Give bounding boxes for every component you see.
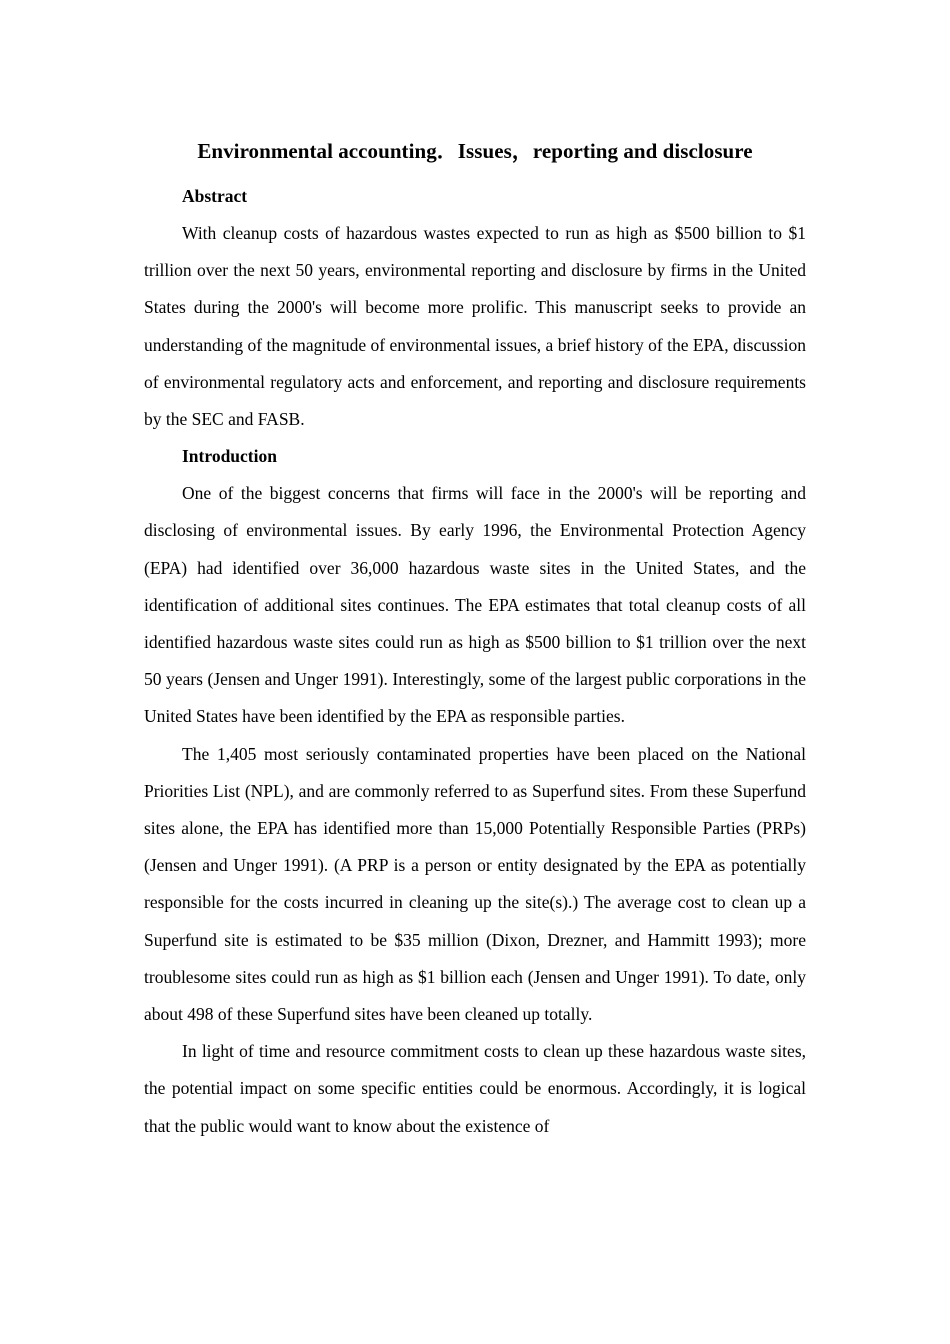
document-body [144,136,806,1145]
abstract-paragraph: With cleanup costs of hazardous wastes expected to run as high as $500 billion to $1 trillion over the next 50 years, environmental reporting and disclosure by firms in the United States during the 2000's will become more prolific. This manuscript seeks to provide an understanding of the magnitude of environmental issues, a brief history of the EPA, discussion of environmental regulatory acts and enforcement, and reporting and disclosure requirements by the SEC and FASB. [144,223,806,430]
document-title: Environmental accounting．Issues，reporting and disclosure [197,139,753,163]
introduction-heading: Introduction [182,446,277,467]
abstract-heading: Abstract [182,186,248,206]
introduction-paragraph-2: The 1,405 most seriously contaminated properties have been placed on the National Priorities List (NPL), and are commonly referred to as Superfund sites. From these Superfund sites alone, the EPA has identified more than 15,000 Potentially Responsible Parties (PRPs) (Jensen and Unger 1991). (A PRP is a person or entity designated by the EPA as potentially responsible for the costs incurred in cleaning up the site(s).) The average cost to clean up a Superfund site is estimated to be $35 million (Dixon, Drezner, and Hammitt 1993); more troublesome sites could run as high as $1 billion each (Jensen and Unger 1991). To date, only about 498 of these Superfund sites have been cleaned up totally. [144,743,806,1025]
introduction-paragraph-3: In light of time and resource commitment costs to clean up these hazardous waste sites, the potential impact on some specific entities could be enormous. Accordingly, it is logical that the public would want to know about the existence of [144,1041,806,1136]
introduction-paragraph-1: One of the biggest concerns that firms will face in the 2000's will be reporting and disclosing of environmental issues. By early 1996, the Environmental Protection Agency (EPA) had identified over 36,000 hazardous waste sites in the United States, and the identification of additional sites continues. The EPA estimates that total cleanup costs of all identified hazardous waste sites could run as high as $500 billion to $1 trillion over the next 50 years (Jensen and Unger 1991). Interestingly, some of the largest public corporations in the United States have been identified by the EPA as responsible parties. [144,483,806,727]
